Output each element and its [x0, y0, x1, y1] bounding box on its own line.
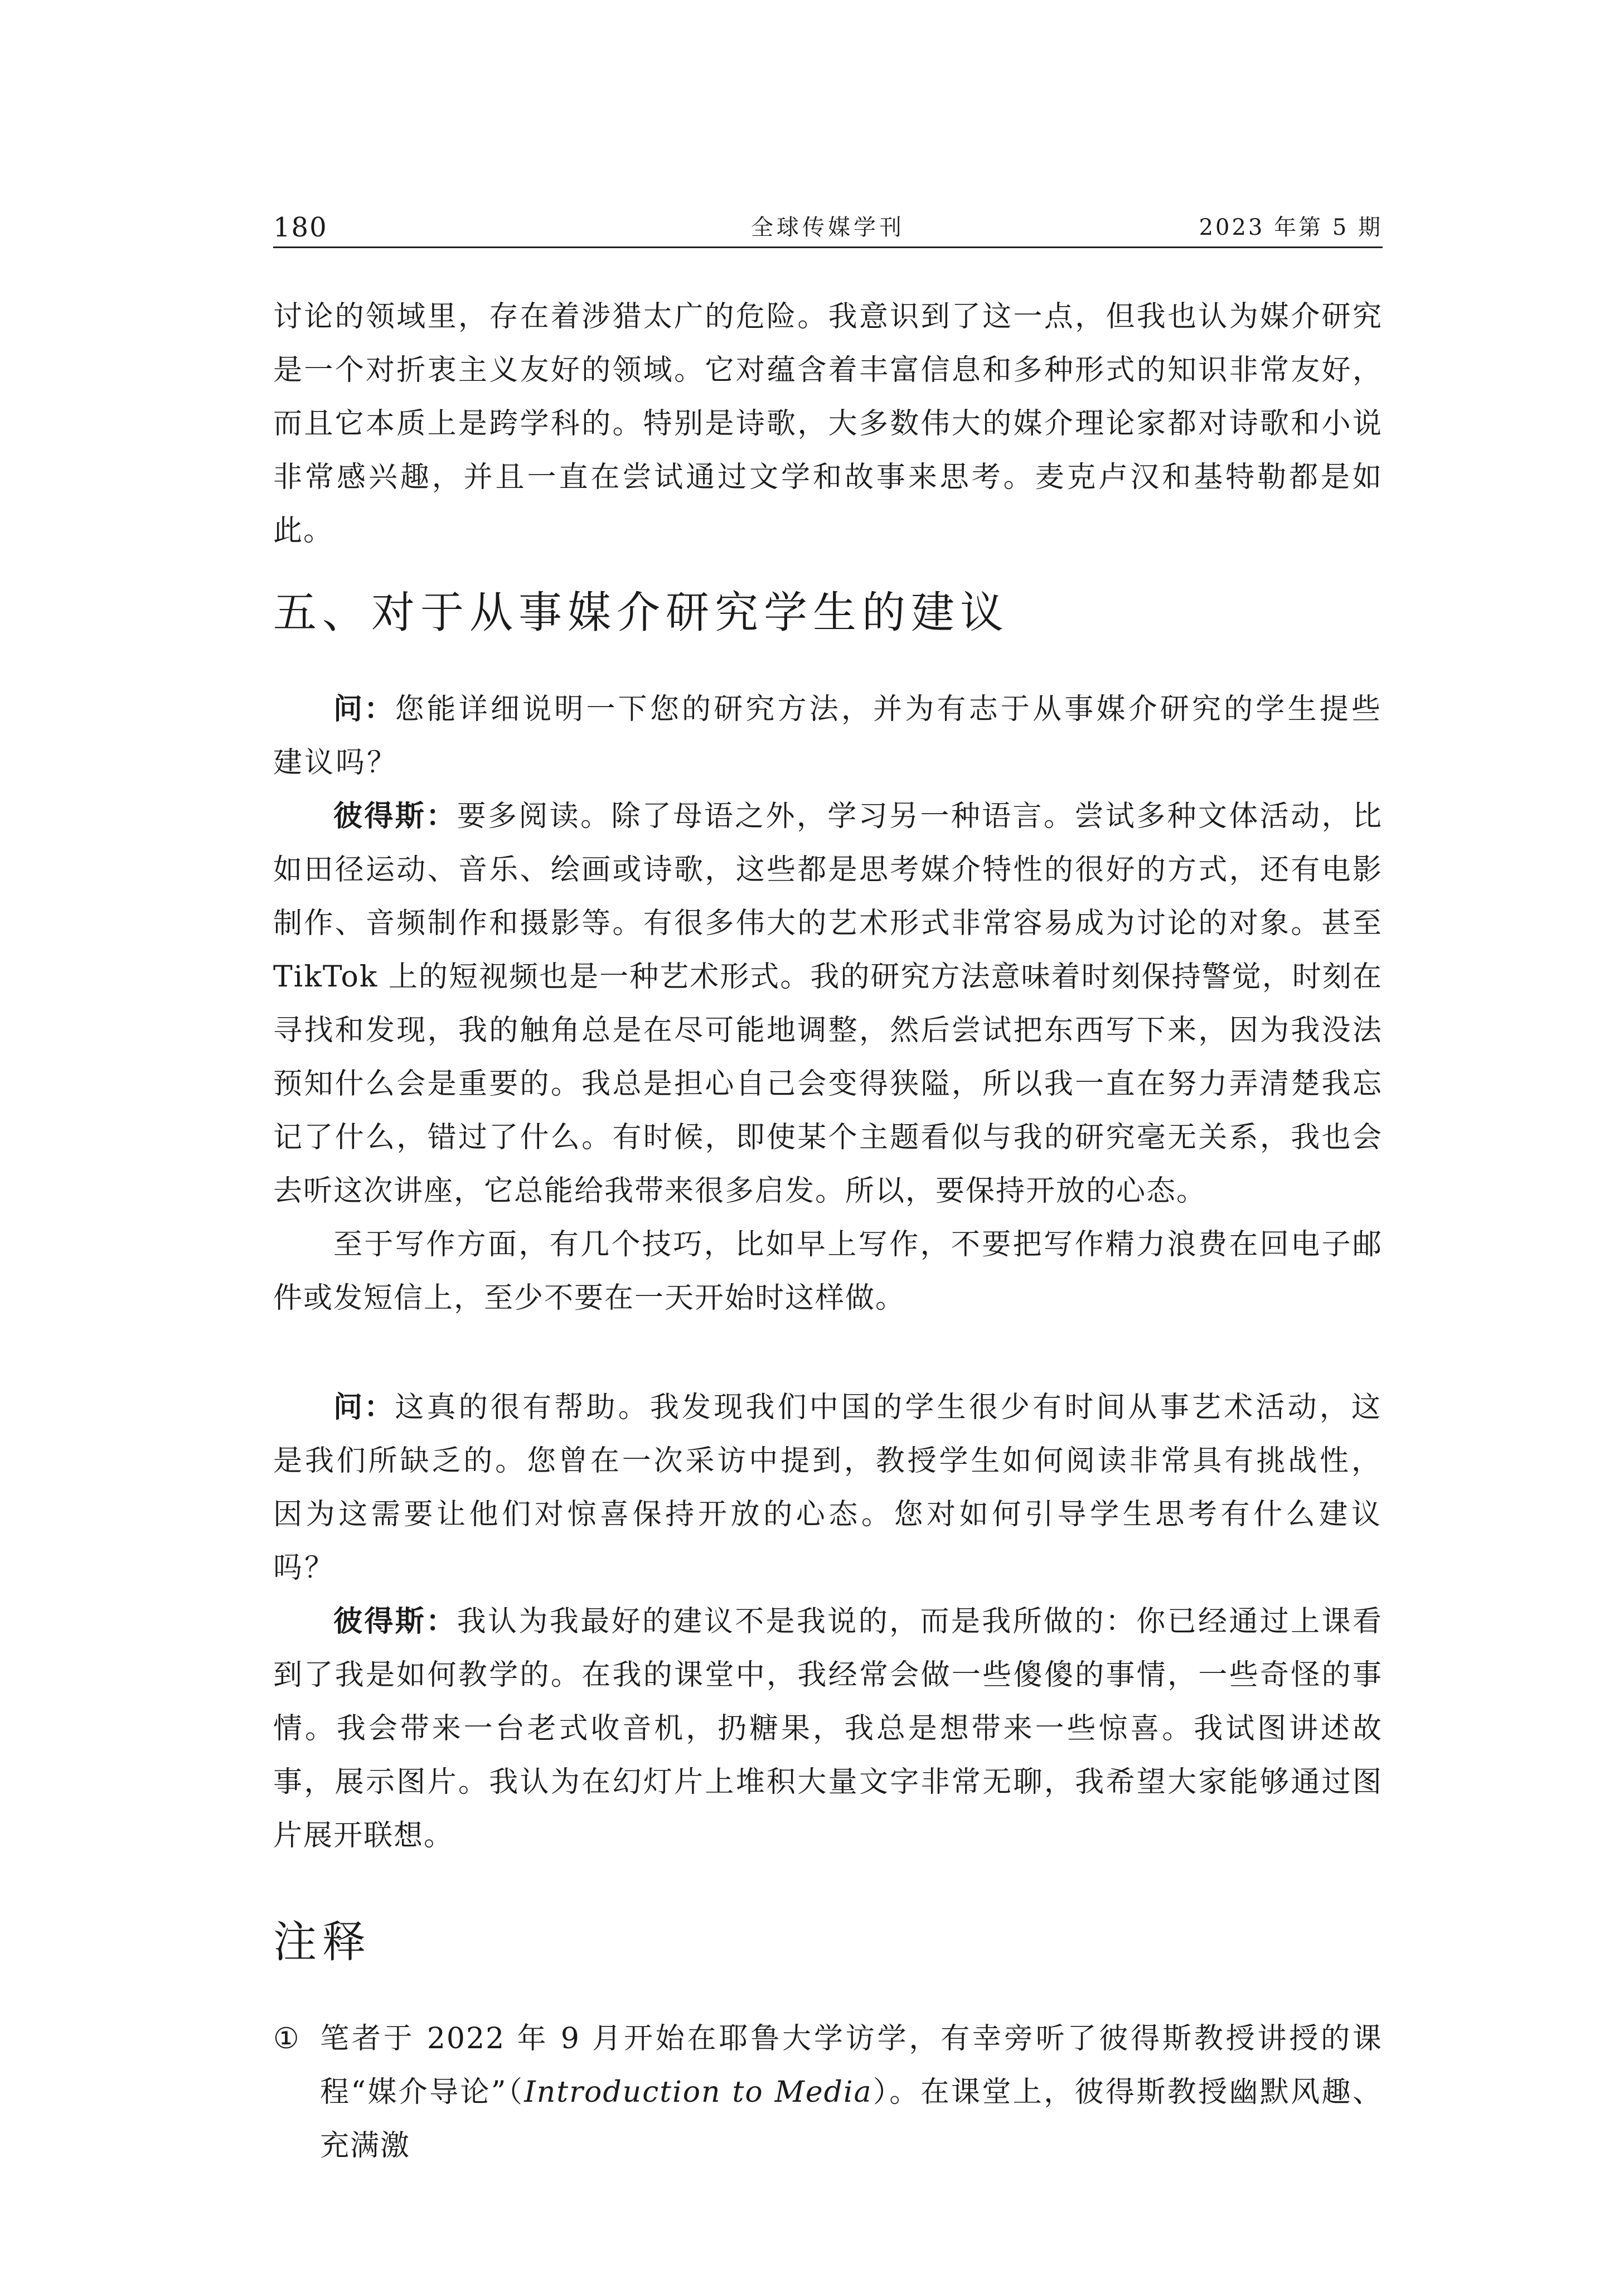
question-2: [273, 1381, 1383, 1595]
intro-paragraph: 讨论的领域里，存在着涉猎太广的危险。我意识到了这一点，但我也认为媒介研究是一个对折衷主义友好的领域。它对蕴含着丰富信息和多种形式的知识非常友好，而且它本质上是跨学科的。特别是诗歌，大多数伟大的媒介理论家都对诗歌和小说非常感兴趣，并且一直在尝试通过文学和故事来思考。麦克卢汉和基特勒都是如此。: [273, 300, 1383, 548]
running-header: [273, 211, 1383, 244]
qa-separator: [273, 1325, 1383, 1381]
question-label: 问：: [333, 692, 395, 726]
page-number: 180: [273, 212, 328, 243]
footnote-text-continued: ）。在课堂上，彼得斯教授幽默风趣、充满激: [320, 2076, 1383, 2163]
question-label: 问：: [333, 1390, 395, 1424]
answer-2: [273, 1595, 1383, 1863]
issue-label: 2023 年第 5 期: [1199, 215, 1383, 240]
question-1: [273, 683, 1383, 790]
header-rule: [273, 246, 1383, 248]
footnote-item: [273, 2012, 1383, 2173]
journal-title: 全球传媒学刊: [751, 215, 905, 240]
footnote-marker: ①: [273, 2022, 300, 2055]
question-text: 这真的很有帮助。我发现我们中国的学生很少有时间从事艺术活动，这是我们所缺乏的。您曾在一次采访中提到，教授学生如何阅读非常具有挑战性，因为这需要让他们对惊喜保持开放的心态。您对如何引导学生思考有什么建议吗？: [273, 1391, 1383, 1585]
section-heading: 五、对于从事媒介研究学生的建议: [273, 588, 1010, 638]
article-body: [273, 290, 1383, 2173]
notes-heading: 注释: [273, 1917, 372, 1967]
answer-text: 要多阅读。除了母语之外，学习另一种语言。尝试多种文体活动，比如田径运动、音乐、绘画或诗歌，这些都是思考媒介特性的很好的方式，还有电影制作、音频制作和摄影等。有很多伟大的艺术形式非常容易成为讨论的对象。甚至 TikTok 上的短视频也是一种艺术形式。我的研究方法意味着时刻保持警觉，时刻在寻找和发现，我的触角总是在尽可能地调整，然后尝试把东西写下来，因为我没法预知什么会是重要的。我总是担心自己会变得狭隘，所以我一直在努力弄清楚我忘记了什么，错过了什么。有时候，即使某个主题看似与我的研究毫无关系，我也会去听这次讲座，它总能给我带来很多启发。所以，要保持开放的心态。: [273, 800, 1383, 1208]
footnote-title-italic: Introduction to Media: [524, 2076, 872, 2109]
answer-1-continued: 至于写作方面，有几个技巧，比如早上写作，不要把写作精力浪费在回电子邮件或发短信上，至少不要在一天开始时这样做。: [273, 1228, 1383, 1315]
answer-label: 彼得斯：: [333, 799, 457, 833]
question-text: 您能详细说明一下您的研究方法，并为有志于从事媒介研究的学生提些建议吗？: [273, 693, 1383, 780]
answer-text: 我认为我最好的建议不是我说的，而是我所做的：你已经通过上课看到了我是如何教学的。在我的课堂中，我经常会做一些傻傻的事情，一些奇怪的事情。我会带来一台老式收音机，扔糖果，我总是想带来一些惊喜。我试图讲述故事，展示图片。我认为在幻灯片上堆积大量文字非常无聊，我希望大家能够通过图片展开联想。: [273, 1605, 1383, 1852]
footnote-text: 笔者于 2022 年 9 月开始在耶鲁大学访学，有幸旁听了彼得斯教授讲授的课程“媒介导论”（: [320, 2022, 1383, 2109]
answer-1: [273, 790, 1383, 1218]
answer-label: 彼得斯：: [333, 1604, 457, 1638]
